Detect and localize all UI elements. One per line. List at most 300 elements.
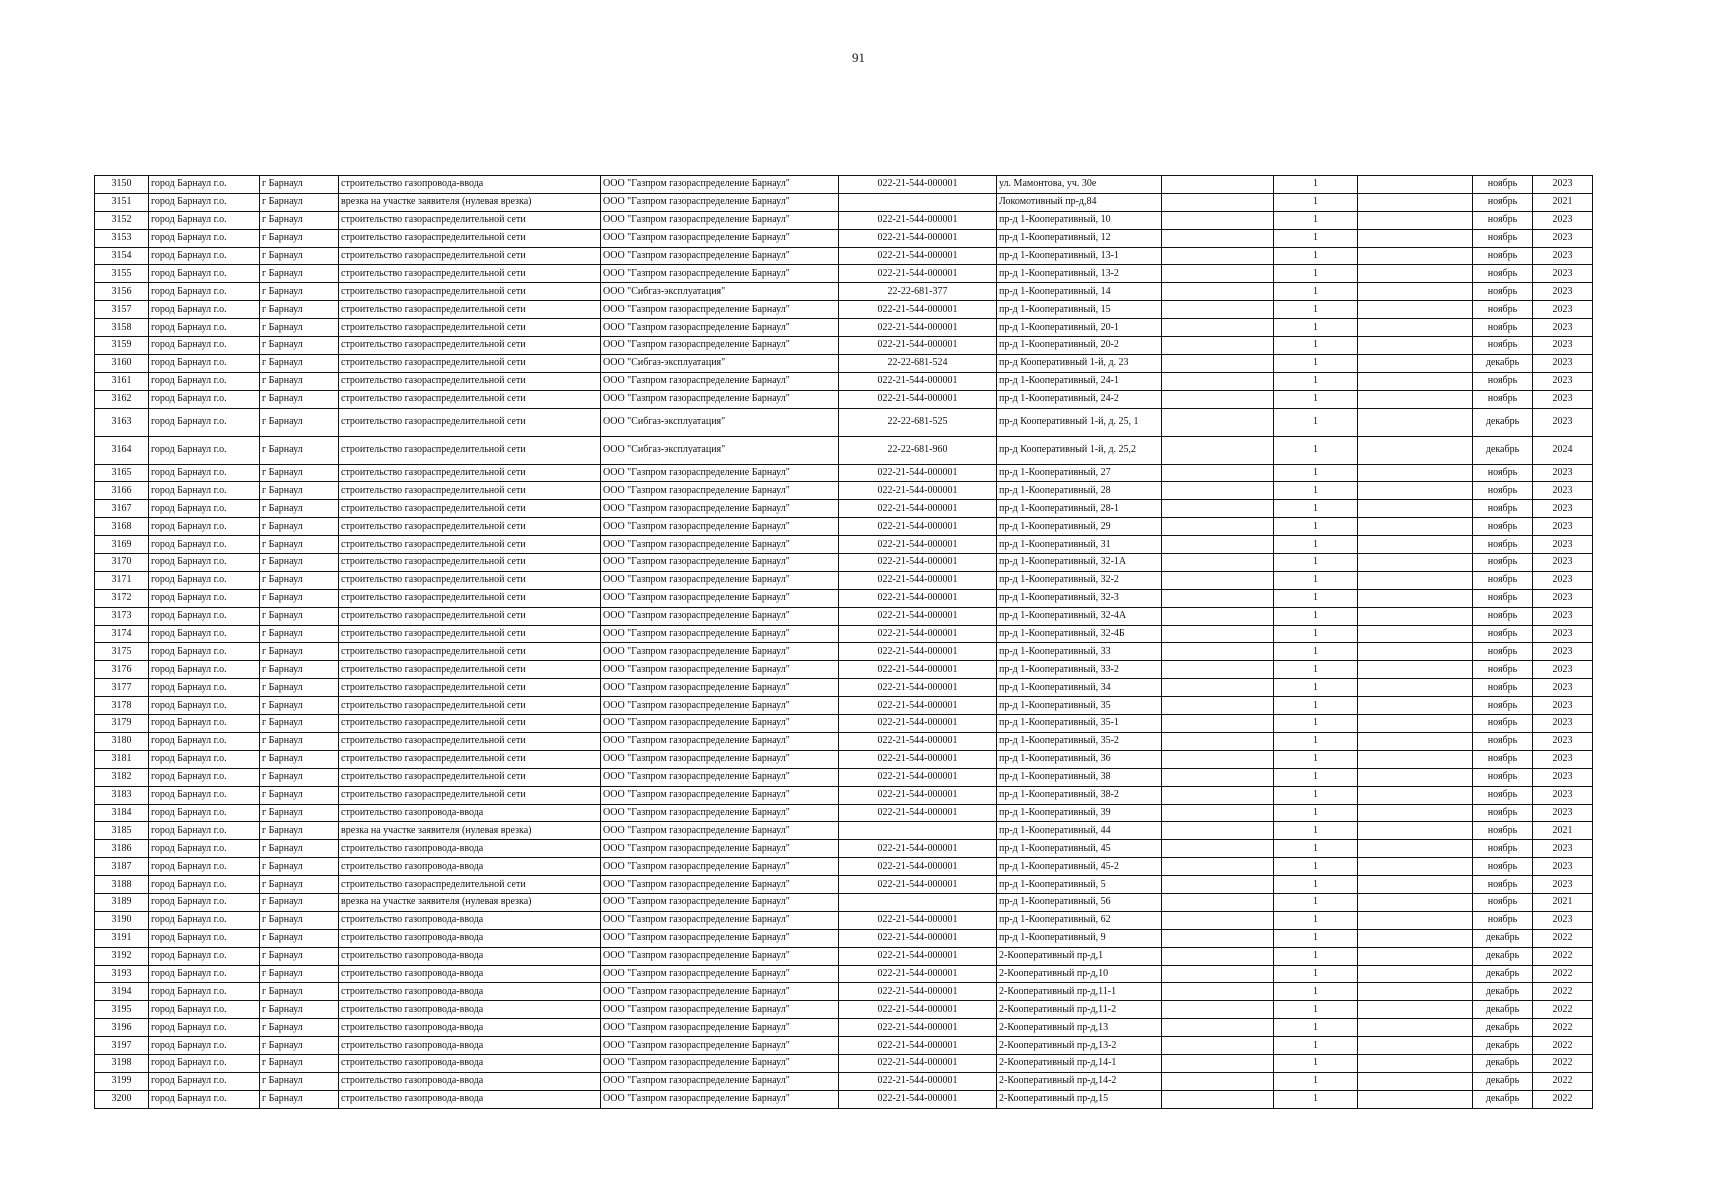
address-cell: пр-д 1-Кооперативный, 56 (997, 893, 1162, 911)
district-cell: город Барнаул г.о. (149, 265, 260, 283)
table-row (95, 1054, 1593, 1072)
empty-cell (1162, 265, 1274, 283)
month-cell: ноябрь (1473, 193, 1533, 211)
row-number-cell: 3163 (95, 408, 149, 436)
registry-table (94, 175, 1593, 1109)
organization-cell: ООО "Газпром газораспределение Барнаул" (601, 1037, 839, 1055)
work-type-cell: строительство газораспределительной сети (339, 625, 601, 643)
district-cell: город Барнаул г.о. (149, 750, 260, 768)
row-number-cell: 3169 (95, 536, 149, 554)
month-cell: ноябрь (1473, 697, 1533, 715)
empty-cell (1358, 229, 1473, 247)
registry-code-cell: 22-22-681-960 (839, 436, 997, 464)
quantity-cell: 1 (1274, 661, 1358, 679)
table-row (95, 372, 1593, 390)
locality-cell: г Барнаул (260, 1090, 339, 1108)
work-type-cell: строительство газораспределительной сети (339, 283, 601, 301)
work-type-cell: строительство газораспределительной сети (339, 679, 601, 697)
month-cell: декабрь (1473, 354, 1533, 372)
organization-cell: ООО "Газпром газораспределение Барнаул" (601, 301, 839, 319)
table-row (95, 983, 1593, 1001)
work-type-cell: строительство газораспределительной сети (339, 354, 601, 372)
empty-cell (1358, 408, 1473, 436)
locality-cell: г Барнаул (260, 804, 339, 822)
month-cell: ноябрь (1473, 786, 1533, 804)
district-cell: город Барнаул г.о. (149, 589, 260, 607)
month-cell: ноябрь (1473, 768, 1533, 786)
address-cell: 2-Кооперативный пр-д,13 (997, 1019, 1162, 1037)
empty-cell (1162, 732, 1274, 750)
empty-cell (1162, 554, 1274, 572)
district-cell: город Барнаул г.о. (149, 822, 260, 840)
table-row (95, 786, 1593, 804)
empty-cell (1162, 1037, 1274, 1055)
year-cell: 2021 (1533, 822, 1593, 840)
work-type-cell: строительство газопровода-ввода (339, 1001, 601, 1019)
table-row (95, 464, 1593, 482)
work-type-cell: строительство газораспределительной сети (339, 408, 601, 436)
table-row (95, 876, 1593, 894)
district-cell: город Барнаул г.о. (149, 176, 260, 194)
empty-cell (1162, 283, 1274, 301)
address-cell: пр-д 1-Кооперативный, 12 (997, 229, 1162, 247)
registry-code-cell: 022-21-544-000001 (839, 643, 997, 661)
organization-cell: ООО "Газпром газораспределение Барнаул" (601, 211, 839, 229)
locality-cell: г Барнаул (260, 464, 339, 482)
registry-code-cell: 022-21-544-000001 (839, 337, 997, 355)
empty-cell (1162, 965, 1274, 983)
work-type-cell: строительство газопровода-ввода (339, 176, 601, 194)
row-number-cell: 3170 (95, 554, 149, 572)
month-cell: ноябрь (1473, 390, 1533, 408)
empty-cell (1358, 589, 1473, 607)
work-type-cell: строительство газораспределительной сети (339, 768, 601, 786)
district-cell: город Барнаул г.о. (149, 893, 260, 911)
district-cell: город Барнаул г.о. (149, 1019, 260, 1037)
quantity-cell: 1 (1274, 211, 1358, 229)
district-cell: город Барнаул г.о. (149, 482, 260, 500)
district-cell: город Барнаул г.о. (149, 732, 260, 750)
registry-code-cell: 022-21-544-000001 (839, 301, 997, 319)
quantity-cell: 1 (1274, 372, 1358, 390)
address-cell: пр-д 1-Кооперативный, 24-1 (997, 372, 1162, 390)
district-cell: город Барнаул г.о. (149, 1054, 260, 1072)
empty-cell (1162, 947, 1274, 965)
empty-cell (1358, 697, 1473, 715)
registry-code-cell: 022-21-544-000001 (839, 319, 997, 337)
quantity-cell: 1 (1274, 750, 1358, 768)
month-cell: ноябрь (1473, 840, 1533, 858)
locality-cell: г Барнаул (260, 876, 339, 894)
address-cell: 2-Кооперативный пр-д,14-1 (997, 1054, 1162, 1072)
empty-cell (1358, 265, 1473, 283)
year-cell: 2023 (1533, 229, 1593, 247)
month-cell: ноябрь (1473, 265, 1533, 283)
quantity-cell: 1 (1274, 337, 1358, 355)
registry-code-cell: 022-21-544-000001 (839, 464, 997, 482)
quantity-cell: 1 (1274, 1072, 1358, 1090)
month-cell: декабрь (1473, 947, 1533, 965)
organization-cell: ООО "Газпром газораспределение Барнаул" (601, 536, 839, 554)
row-number-cell: 3180 (95, 732, 149, 750)
organization-cell: ООО "Газпром газораспределение Барнаул" (601, 319, 839, 337)
row-number-cell: 3199 (95, 1072, 149, 1090)
table-row (95, 804, 1593, 822)
work-type-cell: строительство газопровода-ввода (339, 929, 601, 947)
registry-code-cell: 022-21-544-000001 (839, 589, 997, 607)
quantity-cell: 1 (1274, 840, 1358, 858)
row-number-cell: 3181 (95, 750, 149, 768)
empty-cell (1358, 840, 1473, 858)
quantity-cell: 1 (1274, 390, 1358, 408)
address-cell: пр-д 1-Кооперативный, 32-4Б (997, 625, 1162, 643)
organization-cell: ООО "Газпром газораспределение Барнаул" (601, 1072, 839, 1090)
work-type-cell: строительство газораспределительной сети (339, 319, 601, 337)
locality-cell: г Барнаул (260, 337, 339, 355)
year-cell: 2022 (1533, 1019, 1593, 1037)
registry-code-cell: 022-21-544-000001 (839, 536, 997, 554)
registry-code-cell: 022-21-544-000001 (839, 482, 997, 500)
empty-cell (1162, 822, 1274, 840)
locality-cell: г Барнаул (260, 229, 339, 247)
empty-cell (1358, 1019, 1473, 1037)
registry-code-cell: 022-21-544-000001 (839, 840, 997, 858)
registry-code-cell: 022-21-544-000001 (839, 265, 997, 283)
table-row (95, 607, 1593, 625)
work-type-cell: строительство газораспределительной сети (339, 554, 601, 572)
empty-cell (1162, 607, 1274, 625)
work-type-cell: строительство газораспределительной сети (339, 229, 601, 247)
work-type-cell: строительство газораспределительной сети (339, 372, 601, 390)
district-cell: город Барнаул г.о. (149, 229, 260, 247)
work-type-cell: строительство газопровода-ввода (339, 965, 601, 983)
registry-code-cell: 022-21-544-000001 (839, 1054, 997, 1072)
address-cell: Локомотивный пр-д,84 (997, 193, 1162, 211)
empty-cell (1358, 1001, 1473, 1019)
empty-cell (1358, 390, 1473, 408)
month-cell: ноябрь (1473, 337, 1533, 355)
month-cell: ноябрь (1473, 500, 1533, 518)
year-cell: 2023 (1533, 176, 1593, 194)
year-cell: 2021 (1533, 193, 1593, 211)
organization-cell: ООО "Газпром газораспределение Барнаул" (601, 176, 839, 194)
table-row (95, 589, 1593, 607)
empty-cell (1358, 607, 1473, 625)
row-number-cell: 3165 (95, 464, 149, 482)
quantity-cell: 1 (1274, 911, 1358, 929)
table-row (95, 1072, 1593, 1090)
quantity-cell: 1 (1274, 193, 1358, 211)
table-row (95, 1090, 1593, 1108)
registry-body (95, 176, 1593, 1109)
quantity-cell: 1 (1274, 607, 1358, 625)
empty-cell (1358, 301, 1473, 319)
quantity-cell: 1 (1274, 1054, 1358, 1072)
locality-cell: г Барнаул (260, 858, 339, 876)
organization-cell: ООО "Газпром газораспределение Барнаул" (601, 193, 839, 211)
locality-cell: г Барнаул (260, 436, 339, 464)
month-cell: декабрь (1473, 965, 1533, 983)
empty-cell (1162, 372, 1274, 390)
locality-cell: г Барнаул (260, 589, 339, 607)
address-cell: пр-д 1-Кооперативный, 33-2 (997, 661, 1162, 679)
locality-cell: г Барнаул (260, 1037, 339, 1055)
empty-cell (1358, 965, 1473, 983)
quantity-cell: 1 (1274, 1019, 1358, 1037)
locality-cell: г Барнаул (260, 319, 339, 337)
year-cell: 2023 (1533, 768, 1593, 786)
empty-cell (1358, 518, 1473, 536)
address-cell: пр-д 1-Кооперативный, 5 (997, 876, 1162, 894)
row-number-cell: 3173 (95, 607, 149, 625)
locality-cell: г Барнаул (260, 929, 339, 947)
district-cell: город Барнаул г.о. (149, 408, 260, 436)
district-cell: город Барнаул г.о. (149, 1001, 260, 1019)
row-number-cell: 3153 (95, 229, 149, 247)
organization-cell: ООО "Газпром газораспределение Барнаул" (601, 697, 839, 715)
work-type-cell: строительство газораспределительной сети (339, 661, 601, 679)
month-cell: ноябрь (1473, 247, 1533, 265)
month-cell: ноябрь (1473, 554, 1533, 572)
empty-cell (1358, 536, 1473, 554)
year-cell: 2023 (1533, 858, 1593, 876)
work-type-cell: врезка на участке заявителя (нулевая врезка) (339, 193, 601, 211)
locality-cell: г Барнаул (260, 571, 339, 589)
registry-code-cell: 22-22-681-525 (839, 408, 997, 436)
work-type-cell: строительство газораспределительной сети (339, 589, 601, 607)
quantity-cell: 1 (1274, 804, 1358, 822)
row-number-cell: 3185 (95, 822, 149, 840)
address-cell: пр-д 1-Кооперативный, 39 (997, 804, 1162, 822)
empty-cell (1162, 247, 1274, 265)
address-cell: пр-д 1-Кооперативный, 31 (997, 536, 1162, 554)
quantity-cell: 1 (1274, 554, 1358, 572)
table-row (95, 679, 1593, 697)
year-cell: 2023 (1533, 643, 1593, 661)
quantity-cell: 1 (1274, 929, 1358, 947)
year-cell: 2023 (1533, 750, 1593, 768)
table-row (95, 319, 1593, 337)
address-cell: пр-д 1-Кооперативный, 10 (997, 211, 1162, 229)
empty-cell (1358, 319, 1473, 337)
empty-cell (1162, 1001, 1274, 1019)
table-row (95, 482, 1593, 500)
empty-cell (1162, 697, 1274, 715)
month-cell: декабрь (1473, 436, 1533, 464)
table-row (95, 211, 1593, 229)
empty-cell (1358, 947, 1473, 965)
month-cell: ноябрь (1473, 911, 1533, 929)
address-cell: пр-д 1-Кооперативный, 38-2 (997, 786, 1162, 804)
empty-cell (1358, 679, 1473, 697)
address-cell: пр-д 1-Кооперативный, 24-2 (997, 390, 1162, 408)
organization-cell: ООО "Газпром газораспределение Барнаул" (601, 1001, 839, 1019)
table-row (95, 500, 1593, 518)
month-cell: ноябрь (1473, 715, 1533, 733)
month-cell: декабрь (1473, 1019, 1533, 1037)
empty-cell (1358, 750, 1473, 768)
empty-cell (1162, 679, 1274, 697)
row-number-cell: 3155 (95, 265, 149, 283)
empty-cell (1358, 643, 1473, 661)
organization-cell: ООО "Газпром газораспределение Барнаул" (601, 911, 839, 929)
quantity-cell: 1 (1274, 247, 1358, 265)
work-type-cell: врезка на участке заявителя (нулевая врезка) (339, 893, 601, 911)
year-cell: 2023 (1533, 804, 1593, 822)
organization-cell: ООО "Газпром газораспределение Барнаул" (601, 804, 839, 822)
locality-cell: г Барнаул (260, 679, 339, 697)
registry-code-cell: 022-21-544-000001 (839, 554, 997, 572)
empty-cell (1162, 518, 1274, 536)
empty-cell (1358, 661, 1473, 679)
locality-cell: г Барнаул (260, 265, 339, 283)
address-cell: пр-д 1-Кооперативный, 32-1А (997, 554, 1162, 572)
table-row (95, 929, 1593, 947)
work-type-cell: строительство газопровода-ввода (339, 1019, 601, 1037)
registry-code-cell: 022-21-544-000001 (839, 211, 997, 229)
district-cell: город Барнаул г.о. (149, 911, 260, 929)
table-row (95, 518, 1593, 536)
month-cell: декабрь (1473, 1090, 1533, 1108)
quantity-cell: 1 (1274, 500, 1358, 518)
address-cell: пр-д 1-Кооперативный, 14 (997, 283, 1162, 301)
empty-cell (1162, 211, 1274, 229)
year-cell: 2023 (1533, 283, 1593, 301)
address-cell: пр-д 1-Кооперативный, 28 (997, 482, 1162, 500)
empty-cell (1162, 1054, 1274, 1072)
table-row (95, 408, 1593, 436)
year-cell: 2022 (1533, 965, 1593, 983)
row-number-cell: 3189 (95, 893, 149, 911)
locality-cell: г Барнаул (260, 500, 339, 518)
empty-cell (1162, 1072, 1274, 1090)
organization-cell: ООО "Сибгаз-эксплуатация" (601, 283, 839, 301)
quantity-cell: 1 (1274, 625, 1358, 643)
locality-cell: г Барнаул (260, 911, 339, 929)
district-cell: город Барнаул г.о. (149, 929, 260, 947)
month-cell: ноябрь (1473, 571, 1533, 589)
year-cell: 2023 (1533, 661, 1593, 679)
district-cell: город Барнаул г.о. (149, 715, 260, 733)
empty-cell (1358, 804, 1473, 822)
quantity-cell: 1 (1274, 1001, 1358, 1019)
registry-code-cell: 022-21-544-000001 (839, 1037, 997, 1055)
month-cell: декабрь (1473, 929, 1533, 947)
district-cell: город Барнаул г.о. (149, 697, 260, 715)
month-cell: ноябрь (1473, 732, 1533, 750)
table-row (95, 283, 1593, 301)
month-cell: ноябрь (1473, 589, 1533, 607)
organization-cell: ООО "Сибгаз-эксплуатация" (601, 408, 839, 436)
row-number-cell: 3160 (95, 354, 149, 372)
row-number-cell: 3167 (95, 500, 149, 518)
address-cell: 2-Кооперативный пр-д,14-2 (997, 1072, 1162, 1090)
empty-cell (1358, 337, 1473, 355)
year-cell: 2023 (1533, 337, 1593, 355)
table-row (95, 229, 1593, 247)
work-type-cell: строительство газопровода-ввода (339, 1037, 601, 1055)
table-row (95, 750, 1593, 768)
month-cell: ноябрь (1473, 372, 1533, 390)
year-cell: 2023 (1533, 265, 1593, 283)
organization-cell: ООО "Газпром газораспределение Барнаул" (601, 768, 839, 786)
month-cell: ноябрь (1473, 625, 1533, 643)
work-type-cell: строительство газопровода-ввода (339, 1090, 601, 1108)
table-row (95, 1037, 1593, 1055)
district-cell: город Барнаул г.о. (149, 965, 260, 983)
year-cell: 2023 (1533, 211, 1593, 229)
empty-cell (1162, 337, 1274, 355)
quantity-cell: 1 (1274, 482, 1358, 500)
quantity-cell: 1 (1274, 408, 1358, 436)
district-cell: город Барнаул г.о. (149, 947, 260, 965)
registry-code-cell: 022-21-544-000001 (839, 804, 997, 822)
organization-cell: ООО "Газпром газораспределение Барнаул" (601, 229, 839, 247)
address-cell: пр-д 1-Кооперативный, 29 (997, 518, 1162, 536)
registry-code-cell: 022-21-544-000001 (839, 607, 997, 625)
empty-cell (1358, 983, 1473, 1001)
registry-code-cell: 022-21-544-000001 (839, 929, 997, 947)
address-cell: пр-д 1-Кооперативный, 33 (997, 643, 1162, 661)
registry-code-cell: 022-21-544-000001 (839, 911, 997, 929)
row-number-cell: 3176 (95, 661, 149, 679)
month-cell: ноябрь (1473, 536, 1533, 554)
work-type-cell: строительство газораспределительной сети (339, 697, 601, 715)
year-cell: 2023 (1533, 301, 1593, 319)
empty-cell (1162, 1090, 1274, 1108)
locality-cell: г Барнаул (260, 607, 339, 625)
month-cell: ноябрь (1473, 518, 1533, 536)
organization-cell: ООО "Газпром газораспределение Барнаул" (601, 265, 839, 283)
empty-cell (1358, 893, 1473, 911)
registry-code-cell: 022-21-544-000001 (839, 679, 997, 697)
work-type-cell: строительство газораспределительной сети (339, 876, 601, 894)
district-cell: город Барнаул г.о. (149, 679, 260, 697)
empty-cell (1358, 1072, 1473, 1090)
registry-code-cell: 022-21-544-000001 (839, 732, 997, 750)
registry-code-cell: 022-21-544-000001 (839, 786, 997, 804)
row-number-cell: 3172 (95, 589, 149, 607)
quantity-cell: 1 (1274, 732, 1358, 750)
month-cell: декабрь (1473, 1054, 1533, 1072)
district-cell: город Барнаул г.о. (149, 436, 260, 464)
empty-cell (1162, 1019, 1274, 1037)
registry-code-cell: 022-21-544-000001 (839, 1090, 997, 1108)
locality-cell: г Барнаул (260, 697, 339, 715)
address-cell: 2-Кооперативный пр-д,11-2 (997, 1001, 1162, 1019)
work-type-cell: строительство газораспределительной сети (339, 786, 601, 804)
row-number-cell: 3198 (95, 1054, 149, 1072)
empty-cell (1358, 193, 1473, 211)
empty-cell (1358, 732, 1473, 750)
empty-cell (1358, 571, 1473, 589)
district-cell: город Барнаул г.о. (149, 464, 260, 482)
month-cell: ноябрь (1473, 804, 1533, 822)
empty-cell (1162, 929, 1274, 947)
organization-cell: ООО "Газпром газораспределение Барнаул" (601, 482, 839, 500)
row-number-cell: 3186 (95, 840, 149, 858)
locality-cell: г Барнаул (260, 1054, 339, 1072)
organization-cell: ООО "Газпром газораспределение Барнаул" (601, 929, 839, 947)
year-cell: 2023 (1533, 518, 1593, 536)
table-row (95, 354, 1593, 372)
empty-cell (1162, 911, 1274, 929)
locality-cell: г Барнаул (260, 482, 339, 500)
district-cell: город Барнаул г.о. (149, 768, 260, 786)
quantity-cell: 1 (1274, 518, 1358, 536)
work-type-cell: строительство газораспределительной сети (339, 301, 601, 319)
empty-cell (1162, 571, 1274, 589)
